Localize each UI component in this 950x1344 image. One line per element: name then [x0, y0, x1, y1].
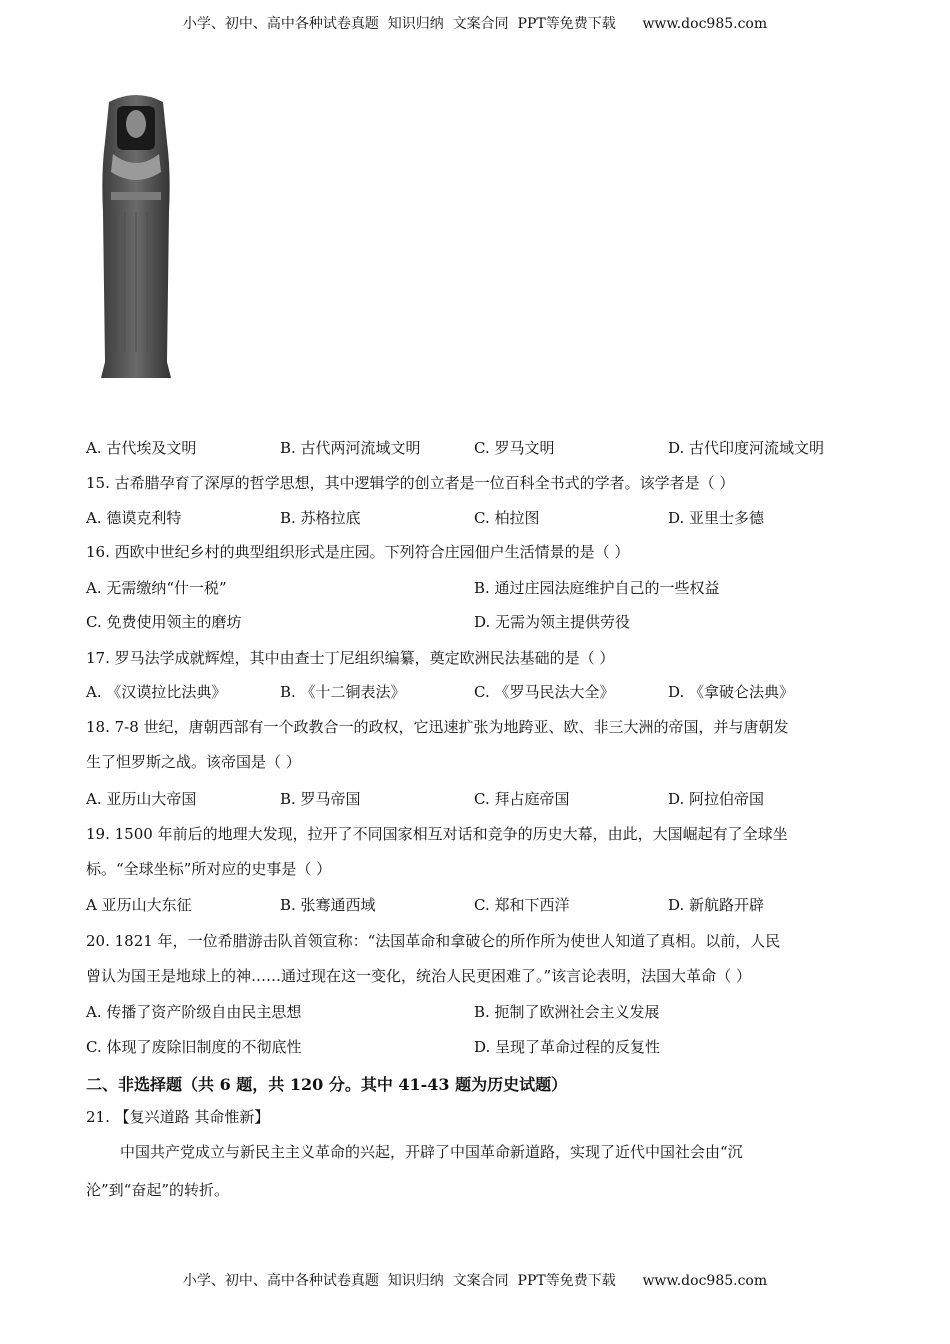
q21-paragraph-line2: 沦”到“奋起”的转折。	[86, 1181, 230, 1199]
q16-option-c: C. 免费使用领主的磨坊	[86, 613, 242, 631]
q18-option-a: A. 亚历山大帝国	[86, 790, 197, 808]
q20-option-c: C. 体现了废除旧制度的不彻底性	[86, 1038, 302, 1056]
q14-option-c: C. 罗马文明	[474, 439, 555, 457]
q16-option-a: A. 无需缴纳“什一税”	[86, 579, 227, 597]
q18-option-d: D. 阿拉伯帝国	[668, 790, 765, 808]
q18-option-b: B. 罗马帝国	[280, 790, 361, 808]
q14-option-a: A. 古代埃及文明	[86, 439, 197, 457]
q19-stem-line1: 19. 1500 年前后的地理大发现，拉开了不同国家相互对话和竞争的历史大幕，由此，大国崛起有了全球坐	[86, 825, 788, 843]
q21-paragraph-line1: 中国共产党成立与新民主主义革命的兴起，开辟了中国革命新道路，实现了近代中国社会由“沉	[120, 1143, 743, 1161]
q20-stem-line2: 曾认为国王是地球上的神……通过现在这一变化，统治人民更困难了。”该言论表明，法国大革命（ ）	[86, 967, 751, 985]
q18-option-c: C. 拜占庭帝国	[474, 790, 570, 808]
q16-option-d: D. 无需为领主提供劳役	[474, 613, 631, 631]
q21-title: 21. 【复兴道路 其命惟新】	[86, 1108, 270, 1126]
q15-option-b: B. 苏格拉底	[280, 509, 361, 527]
q15-option-c: C. 柏拉图	[474, 509, 540, 527]
q14-option-b: B. 古代两河流域文明	[280, 439, 421, 457]
q15-option-d: D. 亚里士多德	[668, 509, 765, 527]
q19-option-d: D. 新航路开辟	[668, 896, 765, 914]
q18-stem-line2: 生了怛罗斯之战。该帝国是（ ）	[86, 753, 301, 771]
q19-option-c: C. 郑和下西洋	[474, 896, 570, 914]
q20-option-b: B. 扼制了欧洲社会主义发展	[474, 1003, 660, 1021]
q15-stem: 15. 古希腊孕育了深厚的哲学思想，其中逻辑学的创立者是一位百科全书式的学者。该学者是（ ）	[86, 474, 735, 492]
q19-stem-line2: 标。“全球坐标”所对应的史事是（ ）	[86, 860, 332, 878]
q16-stem: 16. 西欧中世纪乡村的典型组织形式是庄园。下列符合庄园佃户生活情景的是（ ）	[86, 543, 630, 561]
section-heading: 二、非选择题（共 6 题，共 120 分。其中 41-43 题为历史试题）	[86, 1075, 568, 1094]
q14-option-d: D. 古代印度河流域文明	[668, 439, 825, 457]
q20-stem-line1: 20. 1821 年，一位希腊游击队首领宣称：“法国革命和拿破仑的所作所为使世人知道了真相。以前，人民	[86, 932, 781, 950]
q20-option-d: D. 呈现了革命过程的反复性	[474, 1038, 661, 1056]
q18-stem-line1: 18. 7-8 世纪，唐朝西部有一个政教合一的政权，它迅速扩张为地跨亚、欧、非三大洲的帝国，并与唐朝发	[86, 718, 789, 736]
q17-option-a: A. 《汉谟拉比法典》	[86, 683, 227, 701]
q19-option-b: B. 张骞通西域	[280, 896, 376, 914]
q17-option-b: B. 《十二铜表法》	[280, 683, 406, 701]
sarcophagus-image	[95, 92, 177, 378]
q20-option-a: A. 传播了资产阶级自由民主思想	[86, 1003, 302, 1021]
page-footer: 小学、初中、高中各种试卷真题 知识归纳 文案合同 PPT等免费下载 www.doc985.com	[182, 1273, 768, 1289]
q15-option-a: A. 德谟克利特	[86, 509, 182, 527]
q17-option-c: C. 《罗马民法大全》	[474, 683, 615, 701]
q17-option-d: D. 《拿破仑法典》	[668, 683, 795, 701]
q17-stem: 17. 罗马法学成就辉煌，其中由查士丁尼组织编纂，奠定欧洲民法基础的是（ ）	[86, 649, 615, 667]
page-header: 小学、初中、高中各种试卷真题 知识归纳 文案合同 PPT等免费下载 www.doc985.com	[182, 16, 768, 32]
q19-option-a: A 亚历山大东征	[86, 896, 192, 914]
q16-option-b: B. 通过庄园法庭维护自己的一些权益	[474, 579, 720, 597]
